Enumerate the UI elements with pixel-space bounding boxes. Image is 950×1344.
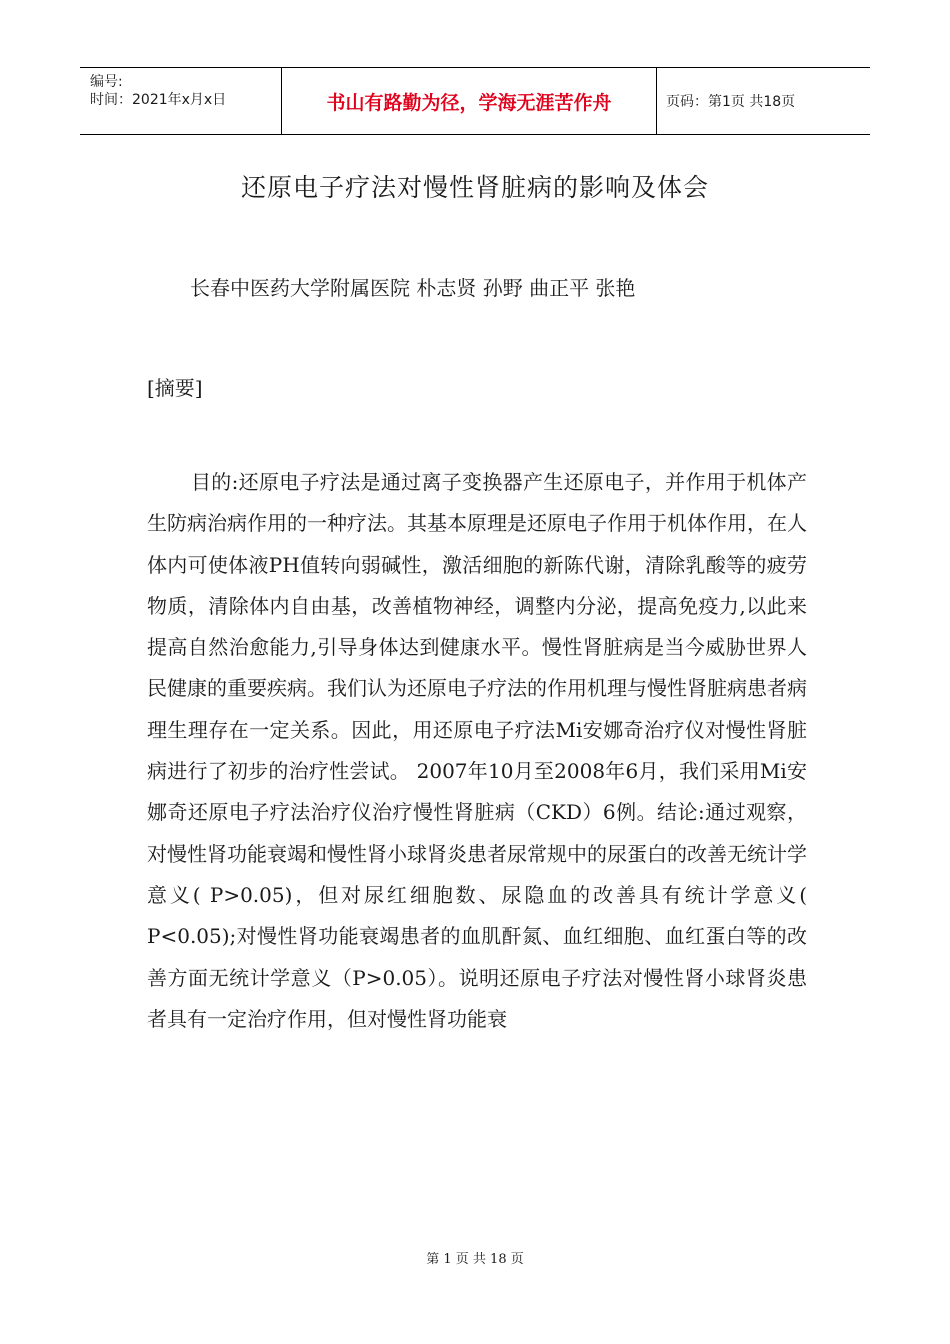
header-meta [80,68,282,134]
abstract-heading: [摘要] [147,376,203,400]
document-number-label: 编号: [90,74,123,90]
page-footer: 第 1 页 共 18 页 [426,1252,524,1267]
header-motto: 书山有路勤为径，学海无涯苦作舟 [282,68,657,134]
page-header [80,67,870,135]
document-title: 还原电子疗法对慢性肾脏病的影响及体会 [240,173,709,202]
abstract-paragraph: 目的:还原电子疗法是通过离子变换器产生还原电子，并作用于机体产生防病治病作用的一种疗法。其基本原理是还原电子作用于机体作用，在人体内可使体液PH值转向弱碱性，激活细胞的新陈代谢，清除乳酸等的疲劳物质，清除体内自由基，改善植物神经，调整内分泌，提高免疫力,以此来提高自然治愈能力,引导身体达到健康水平。慢性肾脏病是当今威胁世界人民健康的重要疾病。我们认为还原电子疗法的作用机理与慢性肾脏病患者病理生理存在一定关系。因此，用还原电子疗法Mi安娜奇治疗仪对慢性肾脏病进行了初步的治疗性尝试。 2007年10月至2008年6月，我们采用Mi安娜奇还原电子疗法治疗仪治疗慢性肾脏病（CKD）6例。结论:通过观察，对慢性肾功能衰竭和慢性肾小球肾炎患者尿常规中的尿蛋白的改善无统计学意义( P>0.05)，但对尿红细胞数、尿隐血的改善具有统计学意义( P<0.05);对慢性肾功能衰竭患者的血肌酐氮、血红细胞、血红蛋白等的改善方面无统计学意义（P>0.05）。说明还原电子疗法对慢性肾小球肾炎患者具有一定治疗作用，但对慢性肾功能衰 [147,470,807,1031]
document-authors: 长春中医药大学附属医院 朴志贤 孙野 曲正平 张艳 [190,276,636,300]
document-date-label: 时间：2021年x月x日 [90,92,227,108]
header-page-info: 页码：第1页 共18页 [666,94,796,110]
